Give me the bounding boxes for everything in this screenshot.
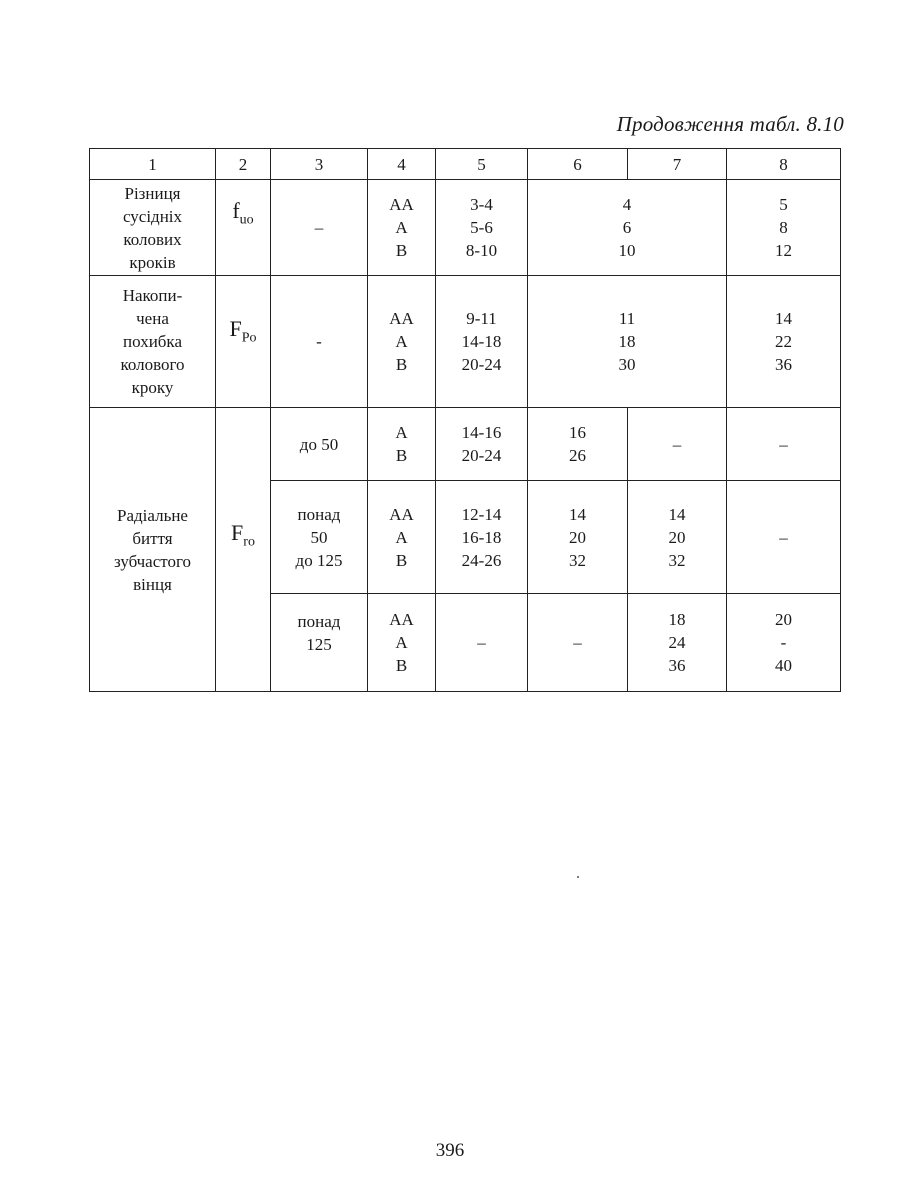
text-line: AA xyxy=(389,504,414,524)
text-line: 9-11 xyxy=(466,309,497,328)
header-cell: 1 xyxy=(90,149,216,180)
text-line: 14-18 xyxy=(461,332,502,351)
cell-value xyxy=(727,594,841,692)
text-line: 36 xyxy=(668,656,686,675)
text-line: 8 xyxy=(779,218,788,237)
text-line: A xyxy=(395,633,408,652)
text-line: кроку xyxy=(131,378,174,397)
table-row xyxy=(90,180,841,276)
cell-value xyxy=(436,276,528,408)
text-line: кроків xyxy=(129,252,176,272)
text-line: 18 xyxy=(618,332,636,351)
text-line: - xyxy=(780,633,787,652)
text-line: A xyxy=(395,527,408,547)
text-line: B xyxy=(395,550,408,570)
symbol-subscript: Po xyxy=(241,330,257,346)
cell-value xyxy=(436,408,528,481)
text-line: 11 xyxy=(618,309,636,328)
cell-value: – xyxy=(436,594,528,692)
text-line: 32 xyxy=(668,550,686,570)
text-line: 22 xyxy=(775,332,792,351)
text-line: Різниця xyxy=(124,183,181,203)
parameter-symbol xyxy=(216,180,271,276)
cell-value xyxy=(727,180,841,276)
text-line: 5 xyxy=(779,195,788,214)
text-line: AA xyxy=(389,610,414,629)
text-line: 14-16 xyxy=(461,423,502,442)
parameter-symbol xyxy=(216,276,271,408)
cell-class xyxy=(368,594,436,692)
symbol-main: F xyxy=(231,520,244,545)
header-cell: 5 xyxy=(436,149,528,180)
header-cell: 8 xyxy=(727,149,841,180)
text-line: 24 xyxy=(668,633,686,652)
text-line: чена xyxy=(136,309,169,328)
cell-class xyxy=(368,481,436,594)
cell-value: – xyxy=(628,408,727,481)
text-line: 6 xyxy=(622,218,632,237)
symbol xyxy=(231,520,255,550)
symbol-main: F xyxy=(229,316,242,341)
text-line: 36 xyxy=(775,355,792,374)
cell-value xyxy=(727,276,841,408)
cell-class xyxy=(368,180,436,276)
text-line: биття xyxy=(132,528,173,548)
text-line: 20 xyxy=(668,527,686,547)
text-line: 16-18 xyxy=(461,527,502,547)
header-cell: 3 xyxy=(271,149,368,180)
text-line: AA xyxy=(389,195,414,214)
cell-value xyxy=(528,408,628,481)
text-line: 3-4 xyxy=(470,195,493,214)
tolerance-table xyxy=(89,148,841,692)
text-line: 16 xyxy=(569,423,586,442)
text-line: Накопи- xyxy=(122,286,183,305)
cell-range: - xyxy=(271,276,368,408)
text-line: 10 xyxy=(618,241,636,260)
text-line: похибка xyxy=(123,332,182,351)
text-line: 26 xyxy=(569,446,586,465)
table-row xyxy=(90,276,841,408)
header-cell: 4 xyxy=(368,149,436,180)
cell-value xyxy=(628,594,727,692)
text-line: 125 xyxy=(306,635,332,654)
text-line: B xyxy=(395,355,408,374)
text-line: 12-14 xyxy=(461,504,502,524)
cell-value xyxy=(628,481,727,594)
symbol-main: f xyxy=(232,198,240,223)
text-line: 40 xyxy=(775,656,792,675)
cell-value: – xyxy=(727,408,841,481)
cell-value xyxy=(528,481,628,594)
symbol xyxy=(229,316,257,346)
text-line: B xyxy=(395,241,408,260)
header-cell: 2 xyxy=(216,149,271,180)
text-line: до 125 xyxy=(295,550,343,570)
speck-decoration xyxy=(577,876,579,878)
text-line: 32 xyxy=(569,550,586,570)
text-line: 50 xyxy=(310,527,328,547)
cell-range: – xyxy=(271,180,368,276)
text-line: колових xyxy=(123,229,182,249)
text-line: 12 xyxy=(775,241,792,260)
text-line: 30 xyxy=(618,355,636,374)
parameter-name xyxy=(90,408,216,692)
page-number: 396 xyxy=(435,1140,465,1161)
parameter-name xyxy=(90,180,216,276)
text-line: A xyxy=(395,423,408,442)
text-line: до 50 xyxy=(299,434,339,454)
text-line: сусідніх xyxy=(122,206,183,226)
symbol xyxy=(232,198,254,228)
cell-value: – xyxy=(727,481,841,594)
text-line: B xyxy=(395,656,408,675)
text-line: понад xyxy=(297,504,341,524)
text-line: 14 xyxy=(775,309,792,328)
text-line: A xyxy=(395,332,408,351)
parameter-symbol xyxy=(216,408,271,692)
cell-value xyxy=(528,276,727,408)
text-line: Радіальне xyxy=(117,505,188,525)
text-line: 4 xyxy=(622,195,632,214)
text-line: B xyxy=(395,446,408,465)
text-line: AA xyxy=(389,309,414,328)
text-line: вінця xyxy=(133,574,172,594)
cell-range xyxy=(271,594,368,692)
text-line: 20 xyxy=(775,610,792,629)
table-caption: Продовження табл. 8.10 xyxy=(616,112,844,136)
header-cell: 7 xyxy=(628,149,727,180)
symbol-subscript: ro xyxy=(243,534,255,550)
text-line: колового xyxy=(120,355,185,374)
text-line: 14 xyxy=(569,504,586,524)
text-line: A xyxy=(395,218,408,237)
header-cell: 6 xyxy=(528,149,628,180)
text-line: 20-24 xyxy=(461,446,502,465)
cell-range xyxy=(271,481,368,594)
text-line: 24-26 xyxy=(461,550,502,570)
text-line: 5-6 xyxy=(470,218,493,237)
text-line: 14 xyxy=(668,504,686,524)
cell-range xyxy=(271,408,368,481)
text-line: 20 xyxy=(569,527,586,547)
cell-value xyxy=(528,180,727,276)
cell-value xyxy=(436,481,528,594)
cell-class xyxy=(368,408,436,481)
symbol-subscript: uo xyxy=(239,212,254,228)
parameter-name xyxy=(90,276,216,408)
text-line: понад xyxy=(297,612,341,631)
text-line: 18 xyxy=(668,610,686,629)
cell-class xyxy=(368,276,436,408)
text-line: зубчастого xyxy=(113,551,192,571)
text-line: 8-10 xyxy=(465,241,498,260)
header-row xyxy=(90,149,841,180)
cell-value xyxy=(436,180,528,276)
table-row xyxy=(90,408,841,481)
text-line: 20-24 xyxy=(461,355,502,374)
cell-value: – xyxy=(528,594,628,692)
